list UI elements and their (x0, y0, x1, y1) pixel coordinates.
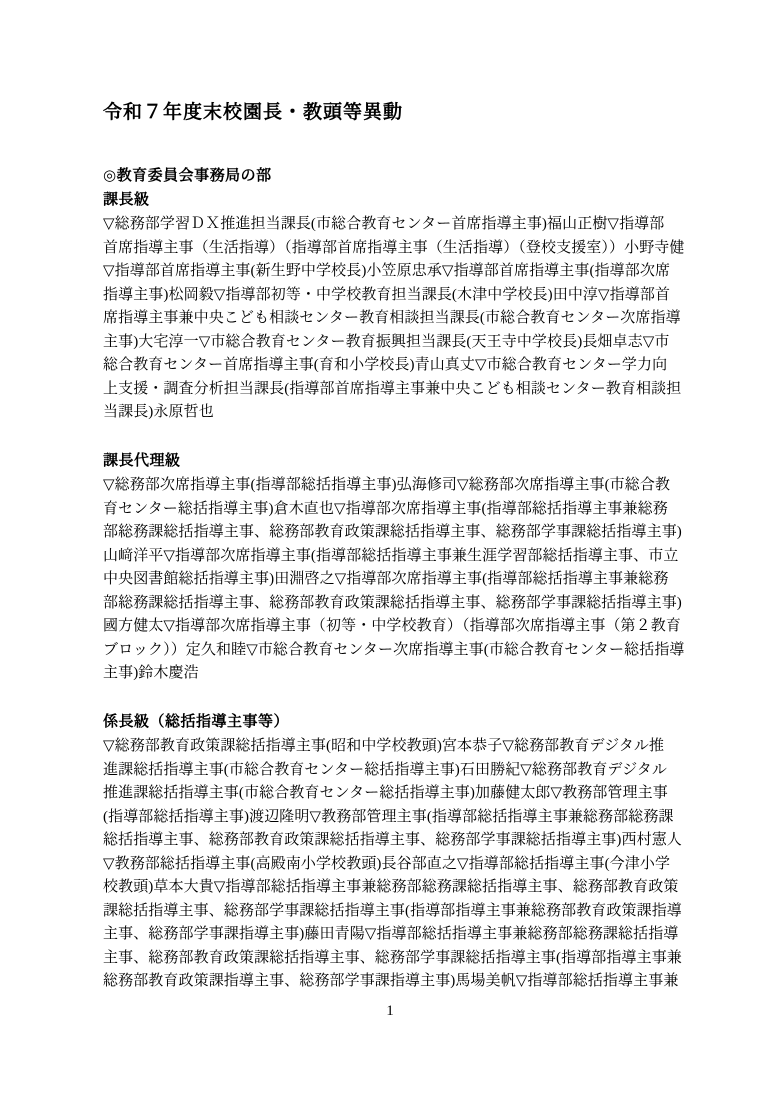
paragraph-line: 当課長)永原哲也 (103, 404, 214, 420)
paragraph-line: 席指導主事兼中央こども相談センター教育相談担当課長(市総合教育センター次席指導 (103, 310, 681, 326)
paragraph-line: ▽指導部首席指導主事(新生野中学校長)小笠原忠承▽指導部首席指導主事(指導部次席 (103, 263, 671, 279)
paragraph-line: ▽総務部学習ＤＸ推進担当課長(市総合教育センター首席指導主事)福山正樹▽指導部 (103, 216, 665, 232)
paragraph-line: ▽総務部次席指導主事(指導部総括指導主事)弘海修司▽総務部次席指導主事(市総合教 (103, 477, 671, 493)
paragraph (103, 474, 685, 686)
paragraph-line: 総合教育センター首席指導主事(育和小学校長)青山真丈▽市総合教育センター学力向 (103, 357, 668, 373)
subsections (103, 188, 685, 994)
section-header: ◎教育委員会事務局の部 (103, 167, 272, 184)
page-number: 1 (386, 1003, 394, 1019)
paragraph-line: 山﨑洋平▽指導部次席指導主事(指導部総括指導主事兼生涯学習部総括指導主事、市立 (103, 547, 679, 564)
paragraph-line: 主事)鈴木慶浩 (103, 665, 199, 681)
paragraph-line: 指導主事)松岡毅▽指導部初等・中学校教育担当課長(木津中学校長)田中淳▽指導部首 (103, 286, 671, 303)
paragraph-line: 主事)大宅淳一▽市総合教育センター教育振興担当課長(天王寺中学校長)長畑卓志▽市 (103, 333, 670, 350)
document-title: 令和７年度末校園長・教頭等異動 (103, 102, 404, 123)
paragraph-line: 中央図書館総括指導主事)田淵啓之▽指導部次席指導主事(指導部総括指導主事兼総務 (103, 571, 669, 587)
paragraph-line: 部総務課総括指導主事、総務部教育政策課総括指導主事、総務部学事課総括指導主事) (103, 594, 682, 611)
paragraph-line: 校教頭)草本大貴▽指導部総括指導主事兼総務部総務課総括指導主事、総務部教育政策 (103, 879, 679, 895)
paragraph-line: 育センター総括指導主事)倉木直也▽指導部次席指導主事(指導部総括指導主事兼総務 (103, 500, 668, 517)
subsection (103, 449, 685, 686)
paragraph-line: 國方健太▽指導部次席指導主事（初等・中学校教育）（指導部次席指導主事（第２教育 (103, 618, 681, 634)
document-content (103, 0, 685, 994)
subsection-heading: 課長級 (103, 190, 150, 208)
paragraph-line: (指導部総括指導主事)渡辺隆明▽教務部管理主事(指導部総括指導主事兼総務部総務課 (103, 808, 674, 825)
paragraph-line: 上支援・調査分析担当課長(指導部首席指導主事兼中央こども相談センター教育相談担 (103, 380, 682, 397)
paragraph (103, 213, 685, 425)
paragraph-line: 課総括指導主事、総務部学事課総括指導主事(指導部指導主事兼総務部教育政策課指導 (103, 902, 682, 919)
paragraph-line: 主事、総務部教育政策課総括指導主事、総務部学事課総括指導主事(指導部指導主事兼 (103, 949, 682, 966)
subsection-heading: 課長代理級 (103, 451, 181, 469)
paragraph-line: 部総務課総括指導主事、総務部教育政策課総括指導主事、総務部学事課総括指導主事) (103, 524, 682, 540)
paragraph (103, 735, 682, 994)
paragraph-line: 総務部教育政策課指導主事、総務部学事課指導主事)馬場美帆▽指導部総括指導主事兼 (103, 973, 679, 989)
paragraph-line: ブロック））定久和睦▽市総合教育センター次席指導主事(市総合教育センター総括指導 (103, 641, 685, 658)
paragraph-line: 総括指導主事、総務部教育政策課総括指導主事、総務部学事課総括指導主事)西村憲人 (103, 832, 682, 848)
paragraph-line: 首席指導主事（生活指導）（指導部首席指導主事（生活指導）（登校支援室））小野寺健 (103, 239, 685, 256)
subsection-heading: 係長級（総括指導主事等） (103, 712, 290, 730)
subsection (103, 188, 685, 425)
paragraph-line: 進課総括指導主事(市総合教育センター総括指導主事)石田勝紀▽総務部教育デジタル (103, 761, 667, 778)
subsection (103, 710, 682, 994)
paragraph-line: ▽総務部教育政策課総括指導主事(昭和中学校教頭)宮本恭子▽総務部教育デジタル推 (103, 738, 665, 754)
paragraph-line: ▽教務部総括指導主事(高殿南小学校教頭)長谷部直之▽指導部総括指導主事(今津小学 (103, 855, 671, 872)
paragraph-line: 推進課総括指導主事(市総合教育センター総括指導主事)加藤健太郎▽教務部管理主事 (103, 785, 668, 801)
paragraph-line: 主事、総務部学事課指導主事)藤田青陽▽指導部総括指導主事兼総務部総務課総括指導 (103, 926, 679, 942)
